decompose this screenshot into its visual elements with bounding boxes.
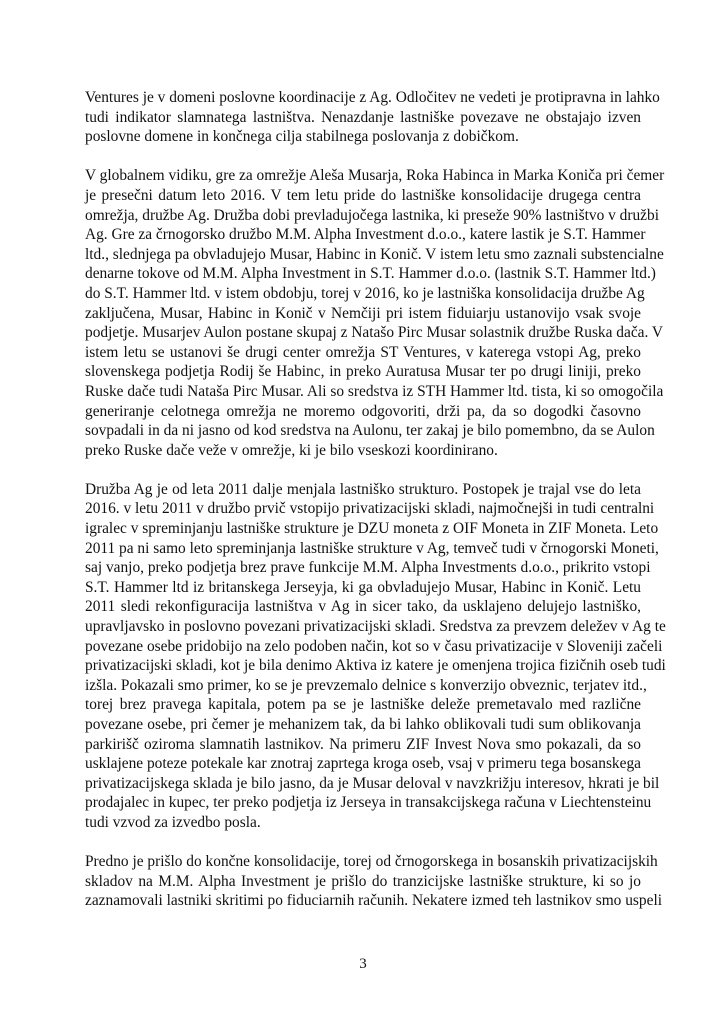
text-line: slovenskega podjetja Rodij še Habinc, in preko Auratusa Musar ter po drugi liniji, preko: [85, 363, 641, 381]
text-line: podjetje. Musarjev Aulon postane skupaj z Natašo Pirc Musar solastnik družbe Ruska dača. V: [85, 324, 664, 342]
text-line: upravljavsko in poslovno povezani privatizacijski skladi. Sredstva za prevzem deležev v Ag te: [85, 618, 666, 636]
text-line: zaključena, Musar, Habinc in Konič v Nemčiji pri istem fiduiarju ustanovijo vsak svoje: [85, 304, 641, 322]
text-line: usklajene poteze potekale kar znotraj zaprtega kroga oseb, vsaj v primeru tega bosanskega: [85, 755, 641, 773]
text-line: V globalnem vidiku, gre za omrežje Aleša Musarja, Roka Habinca in Marka Koniča pri čemer: [85, 167, 665, 185]
paragraph: [85, 88, 660, 147]
page-number: 3: [359, 956, 367, 972]
text-line: parkirišč oziroma slamnatih lastnikov. Na primeru ZIF Invest Nova smo pokazali, da so: [85, 735, 641, 753]
text-line: S.T. Hammer ltd iz britanskega Jerseyja, ki ga obvladujejo Musar, Habinc in Konič. Letu: [85, 578, 641, 596]
text-line: poslovne domene in končnega cilja stabilnega poslovanja z dobičkom.: [85, 128, 519, 146]
text-line: denarne tokove od M.M. Alpha Investment in S.T. Hammer d.o.o. (lastnik S.T. Hammer ltd.): [85, 265, 656, 283]
text-line: izšla. Pokazali smo primer, ko se je prevzemalo delnice s konverzijo obveznic, terjatev itd.,: [85, 676, 647, 694]
paragraph: [85, 166, 665, 460]
text-line: povezane osebe pridobijo na zelo podoben način, kot so v času privatizacije v Sloveniji začeli: [85, 637, 663, 655]
text-line: generiranje celotnega omrežja ne moremo odgovoriti, drži pa, da so dogodki časovno: [85, 402, 641, 420]
text-line: privatizacijski skladi, kot je bila denimo Aktiva iz katere je omenjena trojica fizičnih oseb tudi: [85, 657, 666, 675]
paragraph-gap: [85, 833, 641, 853]
text-line: povezane osebe, pri čemer je mehanizem tak, da bi lahko oblikovali tudi sum oblikovanja: [85, 716, 641, 733]
text-line: je presečni datum leto 2016. V tem letu pride do lastniške konsolidacije drugega centra: [85, 186, 641, 204]
text-line: istem letu se ustanovi še drugi center omrežja ST Ventures, v katerega vstopi Ag, preko: [85, 343, 641, 361]
text-line: Ag. Gre za črnogorsko družbo M.M. Alpha Investment d.o.o., katere lastik je S.T. Hammer: [85, 226, 646, 244]
document-page: [85, 88, 666, 911]
text-line: 2011 pa ni samo leto spreminjanja lastniške strukture v Ag, temveč tudi v črnogorski Moneti,: [85, 539, 659, 557]
text-line: privatizacijskega sklada je bilo jasno, da je Musar deloval v navzkrižju interesov, hkrati je bil: [85, 774, 660, 792]
text-line: Družba Ag je od leta 2011 dalje menjala lastniško strukturo. Postopek je trajal vse do leta: [85, 480, 641, 498]
text-line: Ventures je v domeni poslovne koordinacije z Ag. Odločitev ne vedeti je protipravna in lahko: [85, 89, 660, 106]
text-line: Ruske dače tudi Nataša Pirc Musar. Ali so sredstva iz STH Hammer ltd. tista, ki so omogočila: [85, 382, 664, 400]
text-line: prodajalec in kupec, ter preko podjetja iz Jerseya in transakcijskega računa v Liechtensteinu: [85, 794, 652, 812]
text-line: igralec v spreminjanju lastniške strukture je DZU moneta z OIF Moneta in ZIF Moneta. Leto: [85, 520, 659, 538]
text-line: ltd., slednjega pa obvladujejo Musar, Habinc in Konič. V istem letu smo zaznali substencialne: [85, 245, 664, 263]
text-line: Predno je prišlo do končne konsolidacije, torej od črnogorskega in bosanskih privatizacijskih: [85, 853, 658, 871]
text-line: zaznamovali lastniki skritimi po fiduciarnih računih. Nekatere izmed teh lastnikov smo uspeli: [85, 892, 662, 910]
paragraph: [85, 480, 666, 833]
text-line: 2011 sledi rekonfiguracija lastništva v Ag in sicer tako, da usklajeno delujejo lastniško,: [85, 598, 641, 616]
text-line: preko Ruske dače veže v omrežje, ki je bilo vseskozi koordinirano.: [85, 441, 498, 459]
text-line: saj vanjo, preko podjetja brez prave funkcije M.M. Alpha Investments d.o.o., prikrito vstopi: [85, 559, 651, 577]
text-line: sovpadali in da ni jasno od kod sredstva na Aulonu, ter zakaj je bilo pomembno, da se Aulon: [85, 422, 655, 440]
paragraph: [85, 852, 662, 911]
text-line: skladov na M.M. Alpha Investment je prišlo do tranzicijske lastniške strukture, ki so jo: [85, 872, 641, 890]
paragraph-gap: [85, 147, 641, 167]
paragraph-gap: [85, 460, 641, 480]
text-line: tudi vzvod za izvedbo posla.: [85, 813, 261, 831]
text-line: torej brez pravega kapitala, potem pa se je lastniške deleže premetavalo med različne: [85, 696, 641, 714]
text-line: do S.T. Hammer ltd. v istem obdobju, torej v 2016, ko je lastniška konsolidacija družbe Ag: [85, 284, 645, 302]
text-line: 2016. v letu 2011 v družbo prvič vstopijo privatizacijski skladi, najmočnejši in tudi centralni: [85, 500, 655, 518]
text-line: omrežja, družbe Ag. Družba dobi prevladujočega lastnika, ki preseže 90% lastništvo v družbi: [85, 206, 659, 224]
text-line: tudi indikator slamnatega lastništva. Nenazdanje lastniške povezave ne obstajajo izven: [85, 108, 641, 126]
